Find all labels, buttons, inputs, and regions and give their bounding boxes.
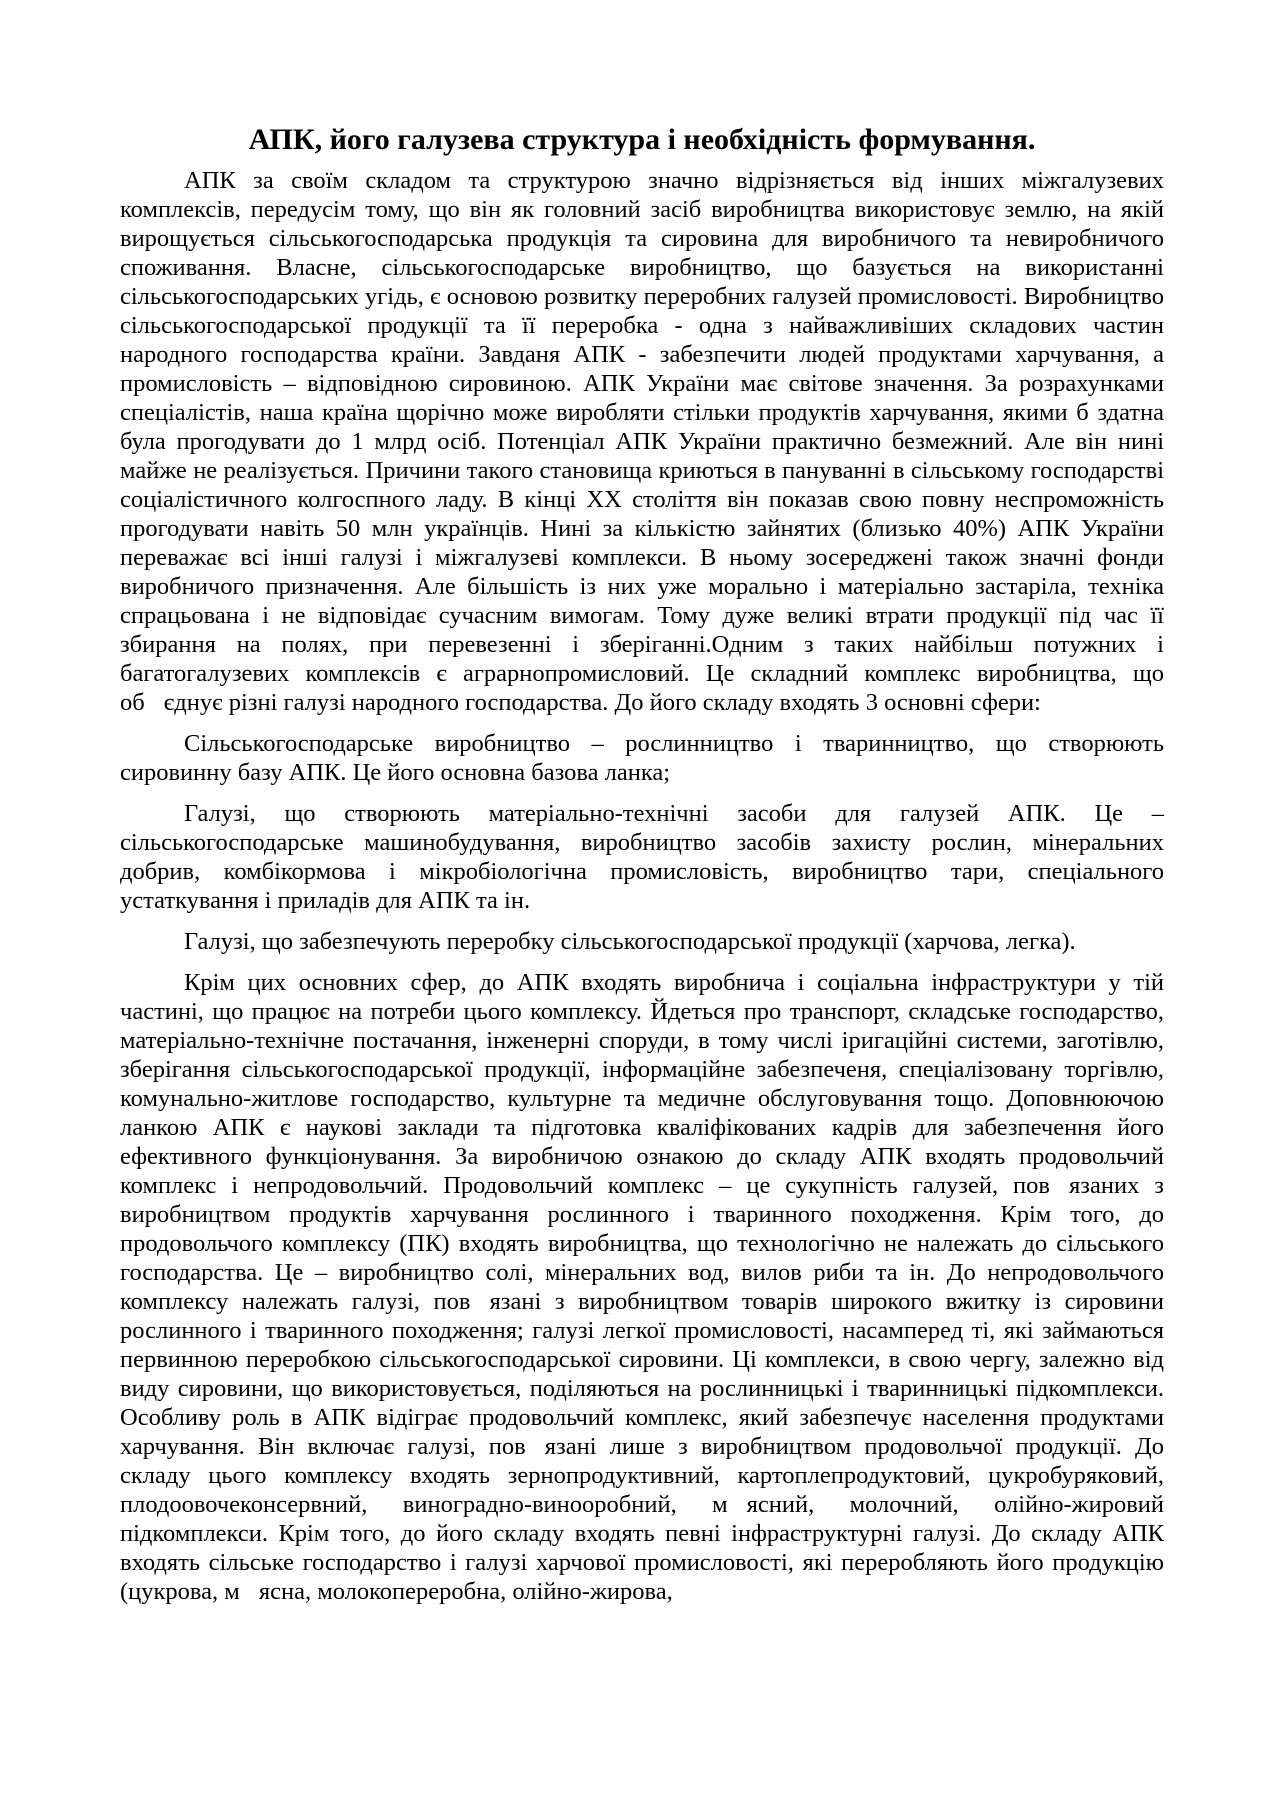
document-page bbox=[120, 122, 1164, 1618]
paragraph-infrastructure: Крім цих основних сфер, до АПК входять виробнича і соціальна інфраструктури у тій частині, що працює на потреби цього комплексу. Йдеться про транспорт, складське господарство, матеріально-технічне постачання, інженерні споруди, в тому числі іригаційні системи, заготівлю, зберігання сільськогосподарської продукції, інформаційне забезпеченя, спеціалізовану торгівлю, комунально-житлове господарство, культурне та медичне обслуговування тощо. Доповнюючою ланкою АПК є наукові заклади та підготовка кваліфікованих кадрів для забезпечення його ефективного функціонування. За виробничою ознакою до складу АПК входять продовольчий комплекс і непродовольчий. Продовольчий комплекс – це сукупність галузей, пов󰂥язаних з виробництвом продуктів харчування рослинного і тваринного походження. Крім того, до продовольчого комплексу (ПК) входять виробництва, що технологічно не належать до сільського господарства. Це – виробництво солі, мінеральних вод, вилов риби та ін. До непродовольчого комплексу належать галузі, пов󰂥язані з виробництвом товарів широкого вжитку із сировини рослинного і тваринного походження; галузі легкої промисловості, насамперед ті, які займаються первинною переробкою сільськогосподарської сировини. Ці комплекси, в свою чергу, залежно від виду сировини, що використовується, поділяються на рослинницькі і тваринницькі підкомплекси. Особливу роль в АПК відіграє продовольчий комплекс, який забезпечує населення продуктами харчування. Він включає галузі, пов󰂥язані лише з виробництвом продовольчої продукції. До складу цього комплексу входять зернопродуктивний, картоплепродуктовий, цукробуряковий, плодоовочеконсервний, виноградно-винооробний, м󰂥ясний, молочний, олійно-жировий підкомплекси. Крім того, до його складу входять певні інфраструктурні галузі. До складу АПК входять сільське господарство і галузі харчової промисловості, які переробляють його продукцію (цукрова, м󰂥ясна, молокопереробна, олійно-жирова, bbox=[120, 969, 1164, 1605]
paragraph-sphere-agriculture: Сільськогосподарське виробництво – рослинництво і тваринництво, що створюють сировинну базу АПК. Це його основна базова ланка; bbox=[120, 730, 1164, 786]
paragraph-sphere-technical-means: Галузі, що створюють матеріально-технічні засоби для галузей АПК. Це – сільськогосподарське машинобудування, виробництво засобів захисту рослин, мінеральних добрив, комбікормова і мікробіологічна промисловість, виробництво тари, спеціального устаткування і приладів для АПК та ін. bbox=[120, 800, 1164, 914]
paragraph-intro: АПК за своїм складом та структурою значно відрізняється від інших міжгалузевих комплексів, передусім тому, що він як головний засіб виробництва використовує землю, на якій вирощується сільськогосподарська продукція та сировина для виробничого та невиробничого споживання. Власне, сільськогосподарське виробництво, що базується на використанні сільськогосподарських угідь, є основою розвитку переробних галузей промисловості. Виробництво сільськогосподарської продукції та її переробка - одна з найважливіших складових частин народного господарства країни. Завданя АПК - забезпечити людей продуктами харчування, а промисловість – відповідною сировиною. АПК України має світове значення. За розрахунками спеціалістів, наша країна щорічно може виробляти стільки продуктів харчування, якими б здатна була прогодувати до 1 млрд осіб. Потенціал АПК України практично безмежний. Але він нині майже не реалізується. Причини такого становища криються в пануванні в сільському господарстві соціалістичного колгоспного ладу. В кінці XX століття він показав свою повну неспроможність прогодувати навіть 50 млн українців. Нині за кількістю зайнятих (близько 40%) АПК України переважає всі інші галузі і міжгалузеві комплекси. В ньому зосереджені також значні фонди виробничого призначення. Але більшість із них уже морально і матеріально застаріла, техніка спрацьована і не відповідає сучасним вимогам. Тому дуже великі втрати продукції під час її збирання на полях, при перевезенні і зберіганні.Одним з таких найбільш потужних і багатогалузевих комплексів є аграрнопромисловий. Це складний комплекс виробництва, що об󰂥єднує різні галузі народного господарства. До його складу входять 3 основні сфери: bbox=[120, 167, 1164, 716]
document-title: АПК, його галузева структура і необхідність формування. bbox=[248, 123, 1036, 156]
paragraph-sphere-processing: Галузі, що забезпечують переробку сільськогосподарської продукції (харчова, легка). bbox=[184, 928, 1076, 955]
